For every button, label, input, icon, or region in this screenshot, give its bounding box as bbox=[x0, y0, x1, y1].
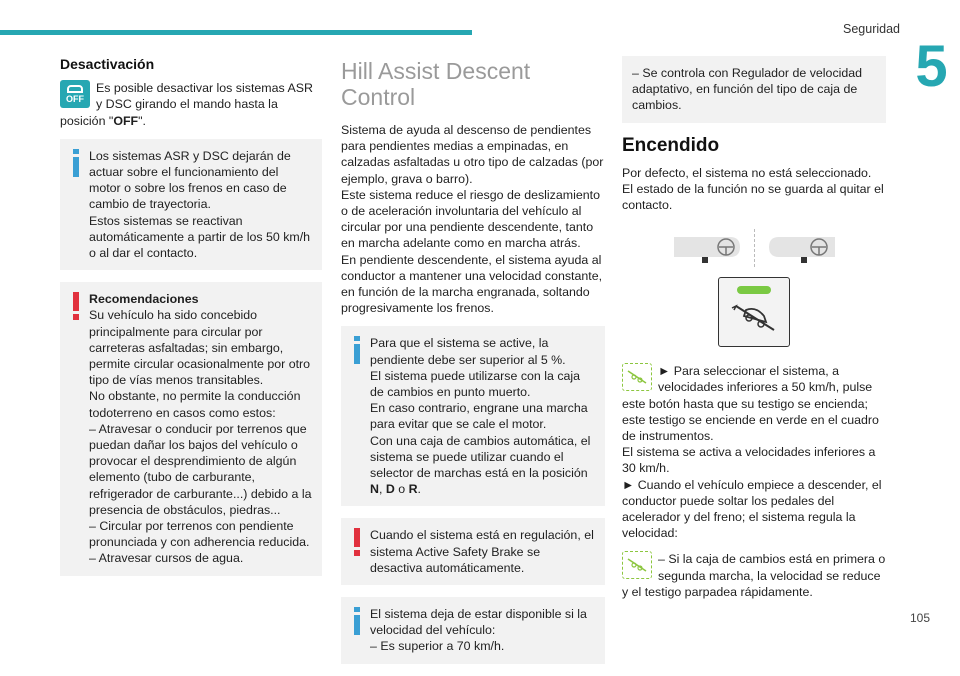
section-title: Seguridad bbox=[843, 22, 900, 36]
steering-wheel-left-icon bbox=[670, 231, 746, 265]
chapter-number: 5 bbox=[915, 34, 948, 99]
dashboard-illustration bbox=[622, 229, 886, 267]
info-icon bbox=[350, 336, 364, 366]
deactivation-paragraph: OFF Es posible desactivar los sistemas ASR y DSC girando el mando hasta la posición "OFF". bbox=[60, 81, 313, 128]
step-select-system: ► Para seleccionar el sistema, a velocidades inferiores a 50 km/h, pulse este botón hasta que su testigo se encienda; este testigo se enciende en verde en el cuadro de instrumentos. El sistema se activa a velocidades inferiores a 30 km/h. ► Cuando el vehículo empiece a descender, el conductor puede soltar los pedales del acelerador y del freno; el sistema regula la velocidad: bbox=[622, 364, 882, 541]
deactivation-heading: Desactivación bbox=[60, 56, 155, 72]
hill-descent-button[interactable] bbox=[718, 277, 790, 347]
hill-descent-car-icon bbox=[730, 302, 780, 336]
warning-note-recommendations: Recomendaciones Su vehículo ha sido concebido principalmente para circular por carreteras asfaltadas; sin embargo, permite circular ocasionalmente por otro tipo de vías menos transitables. No obstante, no permite la conducción todoterreno en casos como estos: – Atravesar o conducir por terrenos que puedan dañar los bajos del vehículo o provocar el desprendimiento de algún elemento (tubo de carburante, refrigerador de carburante...) debido a la presencia de obstáculos, piedras... – Circular por terrenos con pendiente pronunciada y con adherencia reducida. – Atravesar cursos de agua. bbox=[60, 282, 322, 575]
info-note-asr-dsc: Los sistemas ASR y DSC dejarán de actuar sobre el funcionamiento del motor o sobre los frenos en caso de cambio de trayectoria. Estos sistemas se reactivan automáticamente a partir de los 50 km/h o al dar el contacto. bbox=[60, 139, 322, 270]
steering-wheel-right-icon bbox=[763, 231, 839, 265]
hill-descent-indicator-icon bbox=[622, 363, 652, 391]
hill-descent-blinking-icon bbox=[622, 551, 652, 579]
off-switch-icon: OFF bbox=[60, 80, 90, 108]
cruise-control-note: – Se controla con Regulador de velocidad adaptativo, en función del tipo de caja de cambios. bbox=[622, 56, 886, 123]
hill-assist-intro: Sistema de ayuda al descenso de pendientes para pendientes medias a empinadas, en calzadas asfaltadas u otro tipo de calzadas (por ejemplo, grava o barro). Este sistema reduce el riesgo de deslizamiento o de aceleración involuntaria del vehículo al circular por una pendiente descendente, tanto en marcha adelante como en marcha atrás. En pendiente descendente, el sistema ayuda al conductor a mantener una velocidad constante, en función de la marcha engranada, soltando progresivamente los frenos. bbox=[341, 123, 604, 316]
warning-title: Recomendaciones bbox=[89, 292, 199, 307]
column-left bbox=[60, 56, 322, 588]
info-icon bbox=[350, 607, 364, 637]
step-gear-regulation: – Si la caja de cambios está en primera o segunda marcha, la velocidad se reduce y el testigo parpadea rápidamente. bbox=[622, 552, 886, 599]
column-middle bbox=[341, 56, 605, 676]
info-note-unavailable: El sistema deja de estar disponible si la velocidad del vehículo: – Es superior a 70 km/h. bbox=[341, 597, 605, 664]
indicator-light-icon bbox=[737, 286, 771, 294]
column-right bbox=[622, 56, 886, 600]
switch-on-intro: Por defecto, el sistema no está seleccionado. El estado de la función no se guarda al quitar el contacto. bbox=[622, 165, 884, 213]
hill-assist-title: Hill Assist Descent Control bbox=[341, 58, 531, 110]
divider bbox=[754, 229, 755, 267]
warning-note-active-safety-brake: Cuando el sistema está en regulación, el sistema Active Safety Brake se desactiva automáticamente. bbox=[341, 518, 605, 585]
car-icon bbox=[67, 85, 83, 93]
info-icon bbox=[69, 149, 83, 179]
warning-icon bbox=[350, 528, 364, 558]
header-accent-bar bbox=[0, 30, 472, 35]
info-note-activation-conditions: Para que el sistema se active, la pendiente debe ser superior al 5 %. El sistema puede utilizarse con la caja de cambios en punto muerto. En caso contrario, engrane una marcha para evitar que se cale el motor. Con una caja de cambios automática, el sistema se puede utilizar cuando el selector de marchas está en la posición N, D o R. bbox=[341, 326, 605, 506]
warning-icon bbox=[69, 292, 83, 322]
switch-on-heading: Encendido bbox=[622, 134, 720, 156]
page-number: 105 bbox=[909, 611, 930, 625]
